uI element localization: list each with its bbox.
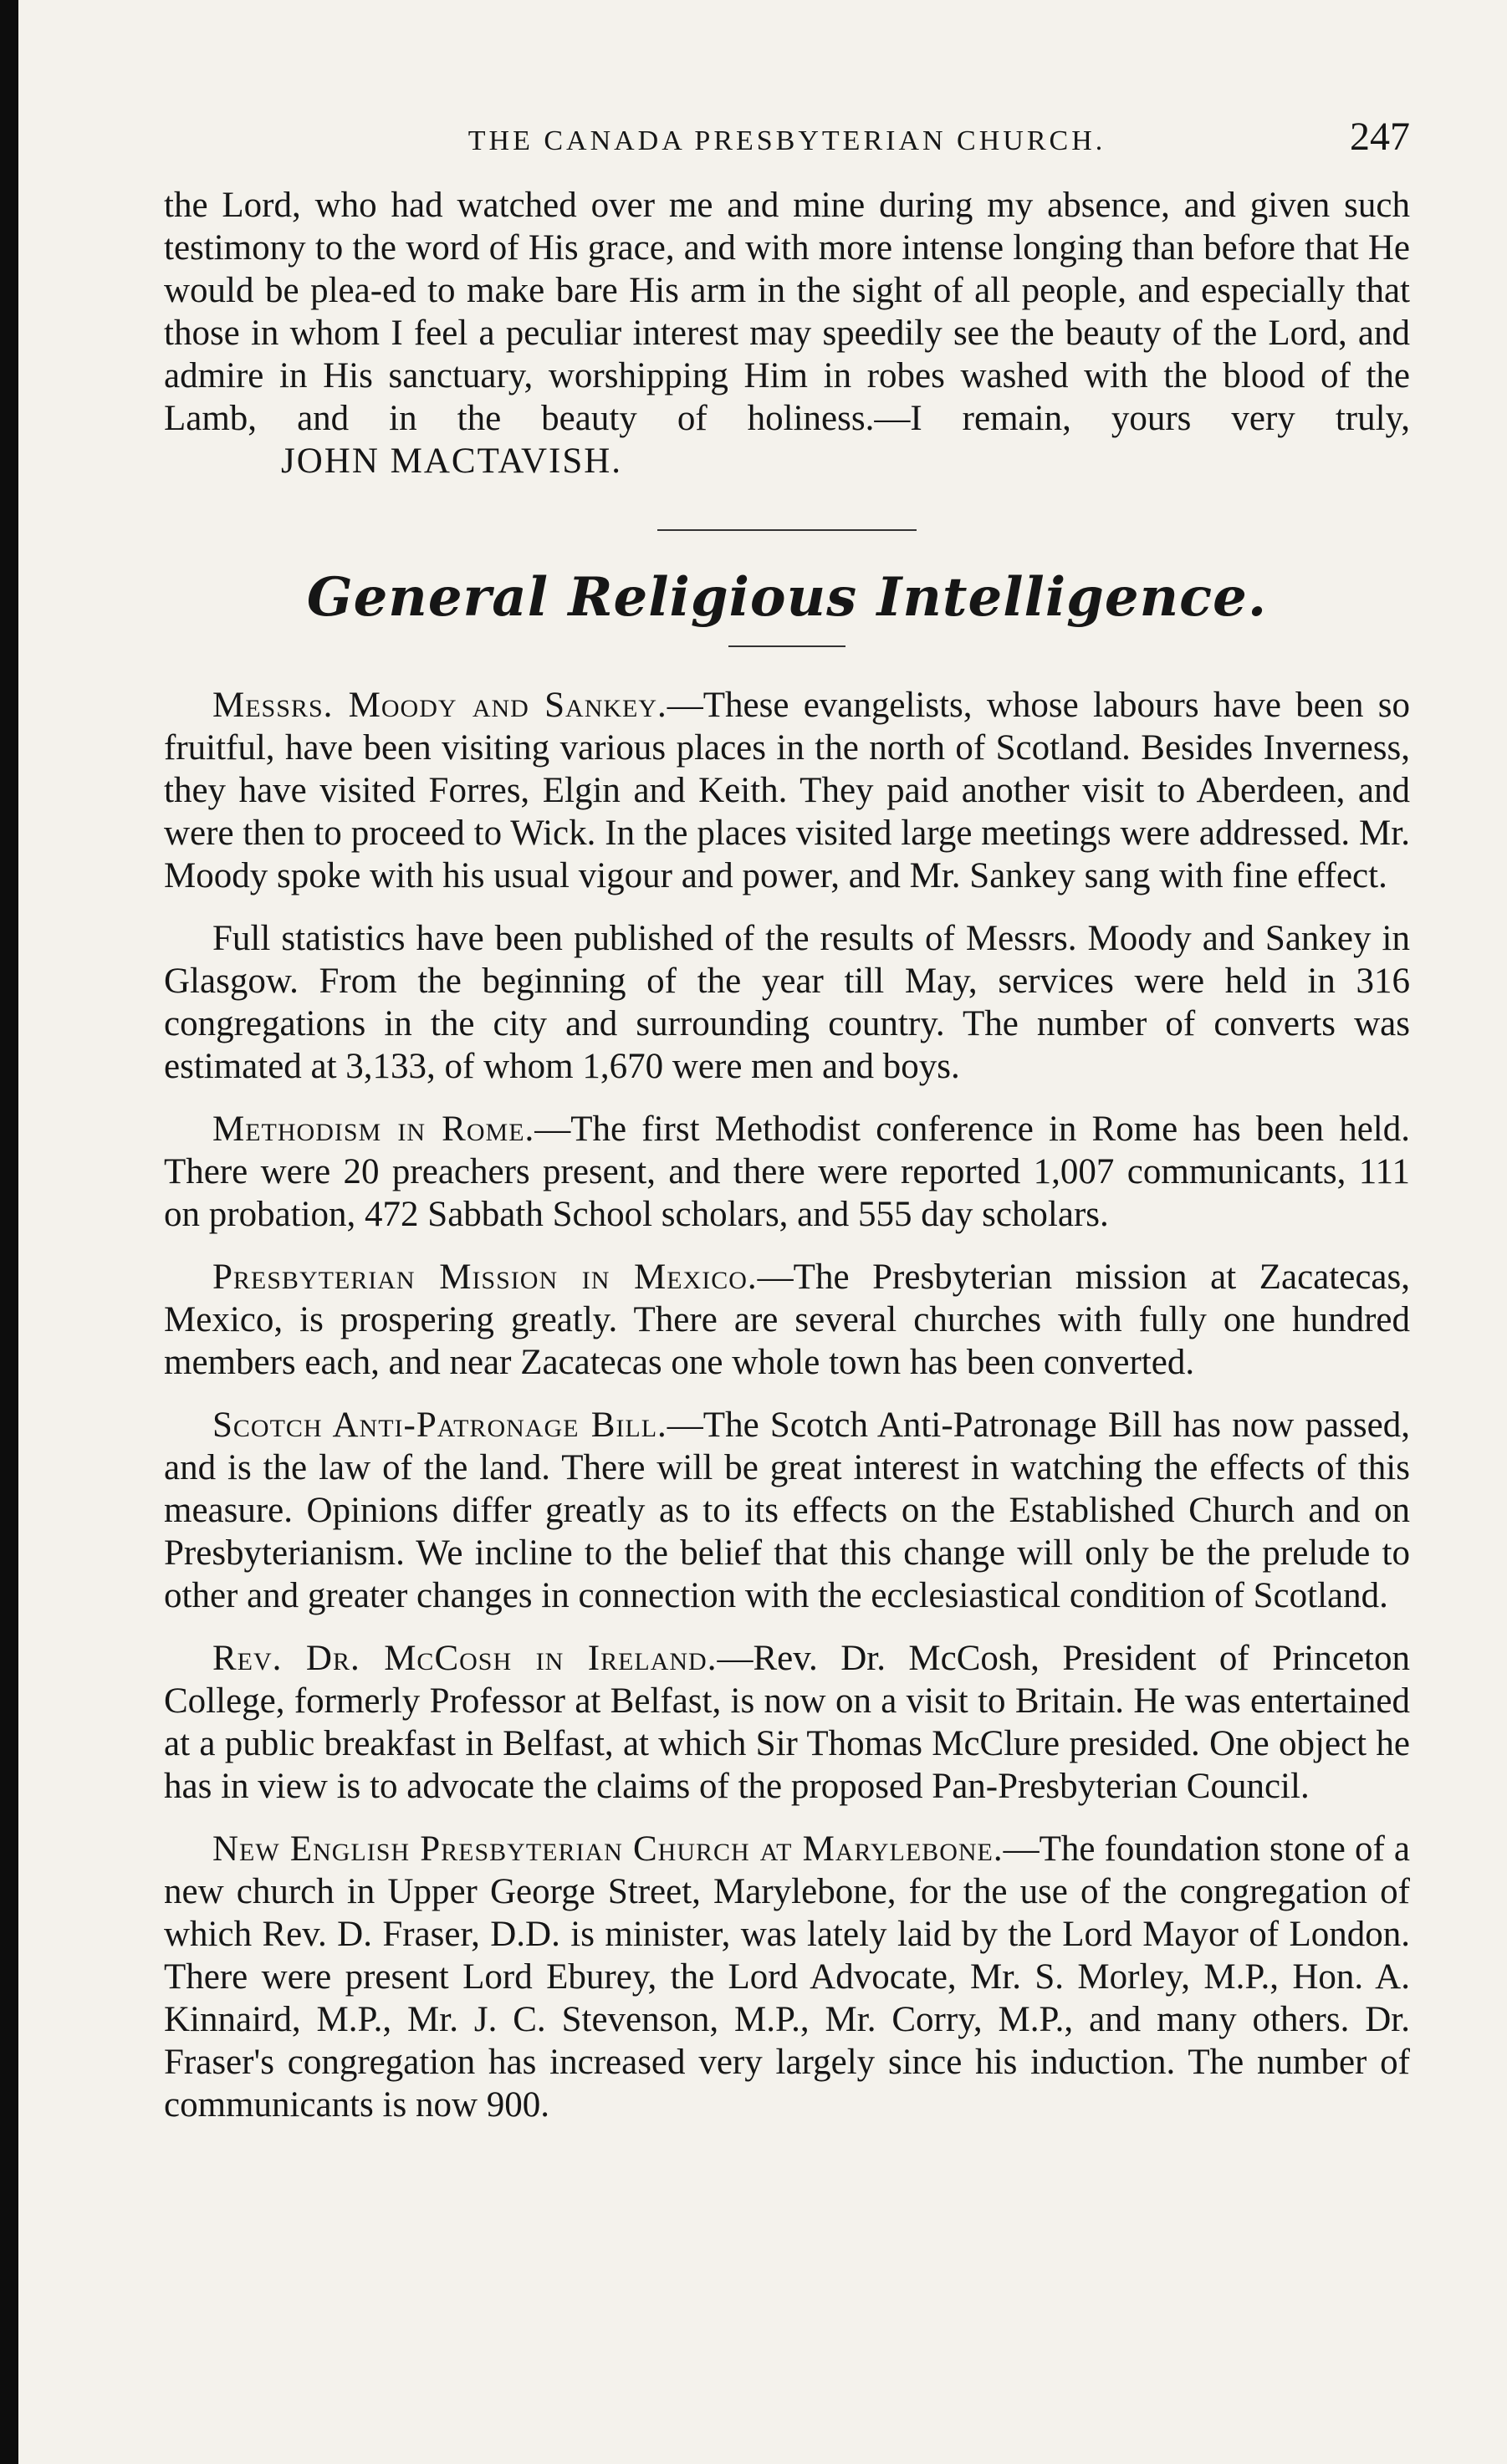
news-item-body: —The Scotch Anti-Patronage Bill has now passed, and is the law of the land. There will be great interest in watching the effects of this measure. Opinions differ greatly as to its effects on the Established Church and on Presbyterianism. We incline to the belief that this change will only be the prelude to other and greater changes in connection with the ecclesiastical condition of Scotland. [164,1405,1411,1615]
news-item-body: —The foundation stone of a new church in Upper George Street, Marylebone, for the use of the congregation of which Rev. D. Fraser, D.D. is minister, was lately laid by the Lord Mayor of London. There were present Lord Eburey, the Lord Advocate, Mr. S. Morley, M.P., Hon. A. Kinnaird, M.P., Mr. J. C. Stevenson, M.P., Mr. Corry, M.P., and many others. Dr. Fraser's congregation has increased very largely since his induction. The number of communicants is now 900. [164,1829,1410,2125]
news-item-glasgow-statistics [164,917,1410,1088]
news-item-moody-sankey [164,684,1410,897]
running-title: THE CANADA PRESBYTERIAN CHURCH. [467,125,1106,156]
news-item-marylebone-church [164,1828,1410,2126]
letter-text: the Lord, who had watched over me and mine during my absence, and given such testimony to the word of His grace, and with more intense longing than before that He would be plea-ed to make bare His arm in the sight of all people, and especially that those in whom I feel a peculiar interest may speedily see the beauty of the Lord, and admire in His sanctuary, worshipping Him in robes washed with the blood of the Lamb, and in the beauty of holiness.—I remain, yours very truly, [164,186,1410,438]
news-item-methodism-rome [164,1108,1410,1236]
news-item-heading: Presbyterian Mission in Mexico. [212,1258,758,1297]
news-item-body: —The Presbyterian mission at Zacatecas, Mexico, is prospering greatly. There are several churches with fully one hundred members each, and near Zacatecas one whole town has been converted. [164,1258,1410,1382]
letter-signature: JOHN MACTAVISH. [281,441,623,481]
scan-edge [0,0,18,2464]
letter-closing-paragraph [164,184,1410,482]
page-number: 247 [1350,115,1410,159]
section-divider-rule [657,529,917,531]
section-title: General Religious Intelligence. [306,566,1268,629]
news-item-body: —Rev. Dr. McCosh, President of Princeton College, formerly Professor at Belfast, is now on a visit to Britain. He was entertained at a public breakfast in Belfast, at which Sir Thomas McClure presided. One object he has in view is to advocate the claims of the proposed Pan-Presbyterian Council. [164,1639,1410,1806]
news-item-heading: Methodism in Rome. [212,1110,535,1149]
title-underline-rule [728,645,845,647]
page [164,115,1411,2126]
news-item-heading: Rev. Dr. McCosh in Ireland. [212,1639,718,1678]
news-item-body: —The first Methodist conference in Rome has been held. There were 20 preachers present, and there were reported 1,007 communicants, 111 on probation, 472 Sabbath School scholars, and 555 day scholars. [164,1110,1410,1234]
news-item-mexico-mission [164,1256,1410,1384]
news-item-anti-patronage-bill [164,1404,1410,1617]
news-item-body: Full statistics have been published of the results of Messrs. Moody and Sankey in Glasgow. From the beginning of the year till May, services were held in 316 congregations in the city and surrounding country. The number of converts was estimated at 3,133, of whom 1,670 were men and boys. [164,919,1410,1086]
news-item-heading: New English Presbyterian Church at Marylebone. [212,1829,1004,1869]
news-item-body: —These evangelists, whose labours have been so fruitful, have been visiting various places in the north of Scotland. Besides Inverness, they have visited Forres, Elgin and Keith. They paid another visit to Aberdeen, and were then to proceed to Wick. In the places visited large meetings were addressed. Mr. Moody spoke with his usual vigour and power, and Mr. Sankey sang with fine effect. [164,686,1410,895]
news-item-heading: Messrs. Moody and Sankey. [212,686,667,725]
running-header [164,115,1410,184]
news-item-heading: Scotch Anti-Patronage Bill. [212,1405,667,1445]
news-item-mccosh-ireland [164,1637,1410,1808]
